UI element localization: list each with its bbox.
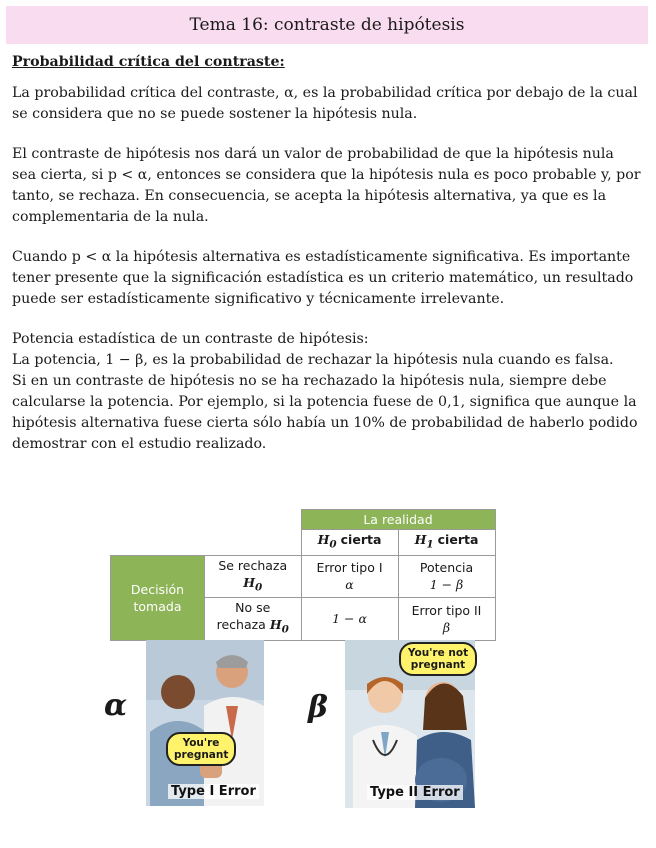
error-type-2-cell: [398, 598, 495, 641]
h0-true-header: $H_0$ cierta: [301, 530, 398, 556]
alpha-symbol: α: [345, 577, 354, 593]
paragraph-definition: La probabilidad crítica del contraste, α, es la probabilidad crítica por debajo de la cual se considera que no se puede sostener la hipótesis nula.: [12, 85, 638, 122]
power-cell: [398, 555, 495, 598]
reality-header: La realidad: [301, 510, 495, 530]
paragraph-significance: Cuando p < α la hipótesis alternativa es estadísticamente significativa. Es importante tener presente que la significación estadística es un criterio matemático, un resultado puede ser estadísticamente significativo y técnicamente irrelevante.: [12, 249, 634, 307]
paragraph-contrast: El contraste de hipótesis nos dará un valor de probabilidad de que la hipótesis nula sea cierta, si p < α, entonces se considera que la hipótesis nula es poco probable y, por tanto, se rechaza. En consecuencia, se acepta la hipótesis alternativa, ya que es la complementaria de la nula.: [12, 146, 641, 225]
potencia-title: Potencia estadística de un contraste de hipótesis:: [12, 331, 369, 347]
page-header: [6, 6, 648, 44]
potencia-definition: La potencia, 1 − β, es la probabilidad de rechazar la hipótesis nula cuando es falsa.: [12, 352, 614, 368]
one-minus-beta: 1 − β: [429, 577, 464, 593]
type-1-error-cartoon: [146, 640, 264, 806]
beta-symbol: β: [442, 619, 451, 635]
type-1-error-caption: Type I Error: [168, 784, 259, 799]
error-type-1-label: Error tipo I: [316, 560, 383, 576]
error-type-2-label: Error tipo II: [411, 602, 482, 618]
type-2-error-caption: Type II Error: [367, 785, 463, 800]
document-body: [12, 50, 642, 455]
error-type-1-cell: [301, 555, 398, 598]
type-2-error-cartoon: [345, 640, 475, 808]
reject-label: Se rechaza $H_0$: [205, 555, 302, 598]
page-title: Tema 16: contraste de hipótesis: [189, 15, 465, 35]
decision-table: [110, 509, 496, 641]
section-heading: Probabilidad crítica del contraste:: [12, 54, 285, 70]
power-label: Potencia: [419, 560, 474, 576]
decision-table-wrapper: [110, 509, 496, 641]
speech-bubble-not-pregnant: You're not pregnant: [399, 642, 477, 676]
one-minus-alpha-cell: 1 − α: [301, 598, 398, 641]
potencia-explanation: Si en un contraste de hipótesis no se ha rechazado la hipótesis nula, siempre debe calcularse la potencia. Por ejemplo, si la potencia fuese de 0,1, significa que aunque la hipótesis alternativa fuese cierta sólo había un 10% de probabilidad de haberlo podido demostrar con el estudio realizado.: [12, 373, 638, 452]
decision-label: Decisión tomada: [111, 555, 205, 640]
type-1-error-illustration: [146, 640, 264, 806]
speech-bubble-pregnant: You're pregnant: [166, 732, 236, 766]
beta-letter: β: [308, 690, 328, 725]
alpha-letter: α: [104, 688, 128, 723]
h1-true-header: $H_1$ cierta: [398, 530, 495, 556]
not-reject-label: No se rechaza $H_0$: [205, 598, 302, 641]
